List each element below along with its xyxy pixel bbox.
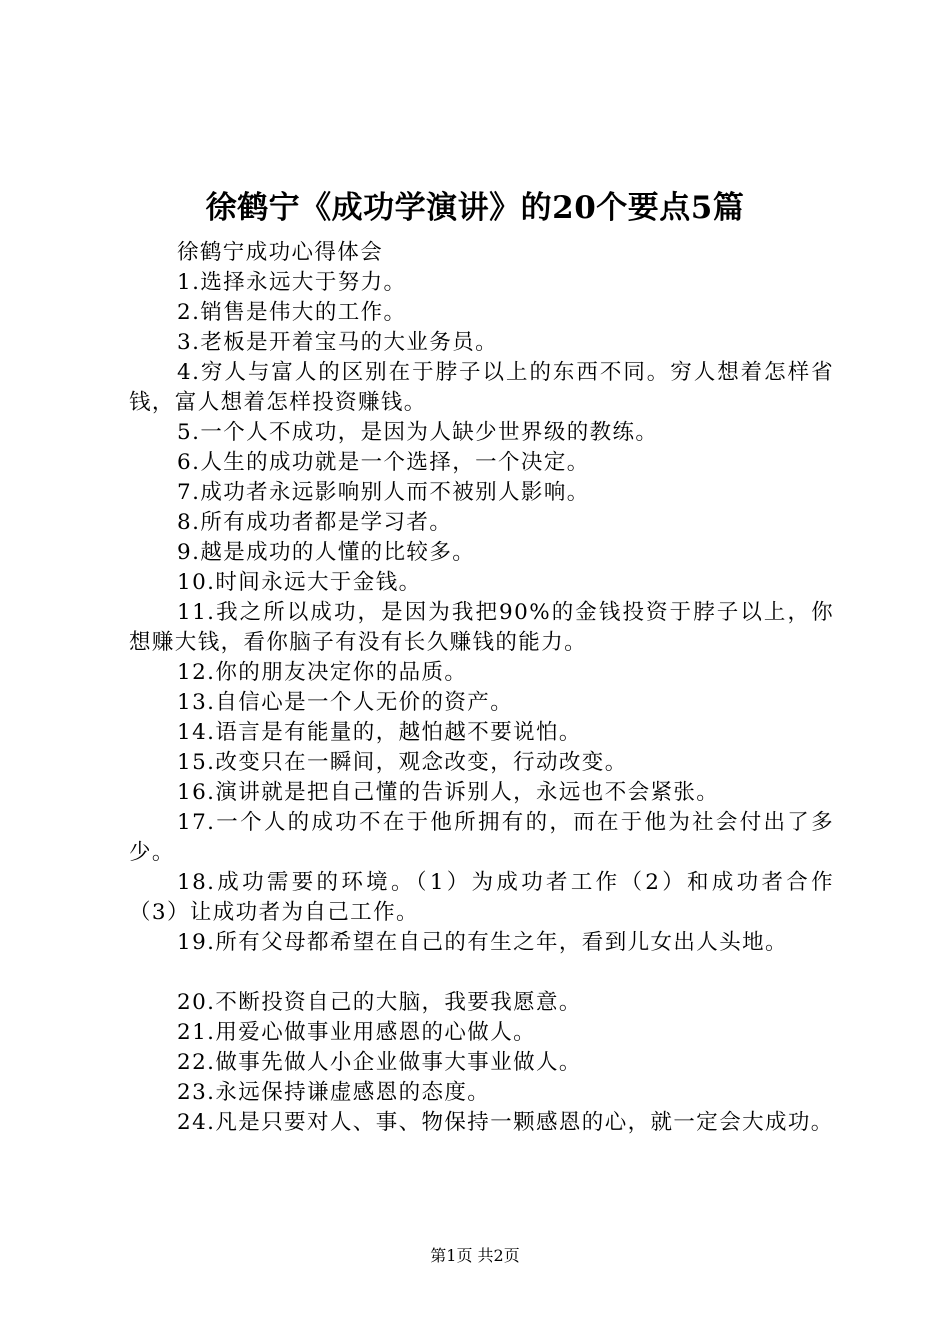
list-item-8: 8.所有成功者都是学习者。 bbox=[177, 510, 453, 535]
list-item-12: 12.你的朋友决定你的品质。 bbox=[177, 660, 468, 685]
paragraph-spacer bbox=[129, 958, 834, 988]
document-title: 徐鹤宁《成功学演讲》的20个要点5篇 bbox=[205, 190, 745, 226]
list-item-1: 1.选择永远大于努力。 bbox=[177, 270, 407, 295]
list-item-13: 13.自信心是一个人无价的资产。 bbox=[177, 690, 514, 715]
document-body bbox=[129, 238, 834, 1138]
list-item-19: 19.所有父母都希望在自己的有生之年，看到儿女出人头地。 bbox=[177, 930, 788, 955]
list-item-6: 6.人生的成功就是一个选择，一个决定。 bbox=[177, 450, 590, 475]
list-item-5: 5.一个人不成功，是因为人缺少世界级的教练。 bbox=[177, 420, 659, 445]
intro-line: 徐鹤宁成功心得体会 bbox=[177, 240, 384, 265]
list-item-4: 4.穷人与富人的区别在于脖子以上的东西不同。穷人想着怎样省钱，富人想着怎样投资赚钱。 bbox=[129, 360, 834, 415]
list-item-2: 2.销售是伟大的工作。 bbox=[177, 300, 407, 325]
list-item-11: 11.我之所以成功，是因为我把90%的金钱投资于脖子以上，你想赚大钱，看你脑子有没有长久赚钱的能力。 bbox=[129, 600, 834, 655]
list-item-7: 7.成功者永远影响别人而不被别人影响。 bbox=[177, 480, 590, 505]
list-item-3: 3.老板是开着宝马的大业务员。 bbox=[177, 330, 499, 355]
page-footer: 第1页 共2页 bbox=[430, 1246, 520, 1265]
list-item-24: 24.凡是只要对人、事、物保持一颗感恩的心，就一定会大成功。 bbox=[177, 1110, 834, 1135]
list-item-9: 9.越是成功的人懂的比较多。 bbox=[177, 540, 476, 565]
list-item-18: 18.成功需要的环境。（1）为成功者工作（2）和成功者合作（3）让成功者为自己工作。 bbox=[129, 870, 834, 925]
list-item-20: 20.不断投资自己的大脑，我要我愿意。 bbox=[177, 990, 582, 1015]
list-item-15: 15.改变只在一瞬间，观念改变，行动改变。 bbox=[177, 750, 628, 775]
list-item-10: 10.时间永远大于金钱。 bbox=[177, 570, 422, 595]
list-item-22: 22.做事先做人小企业做事大事业做人。 bbox=[177, 1050, 582, 1075]
list-item-16: 16.演讲就是把自己懂的告诉别人，永远也不会紧张。 bbox=[177, 780, 720, 805]
list-item-17: 17.一个人的成功不在于他所拥有的，而在于他为社会付出了多少。 bbox=[129, 810, 834, 865]
list-item-21: 21.用爱心做事业用感恩的心做人。 bbox=[177, 1020, 536, 1045]
list-item-23: 23.永远保持谦虚感恩的态度。 bbox=[177, 1080, 491, 1105]
list-item-14: 14.语言是有能量的，越怕越不要说怕。 bbox=[177, 720, 582, 745]
